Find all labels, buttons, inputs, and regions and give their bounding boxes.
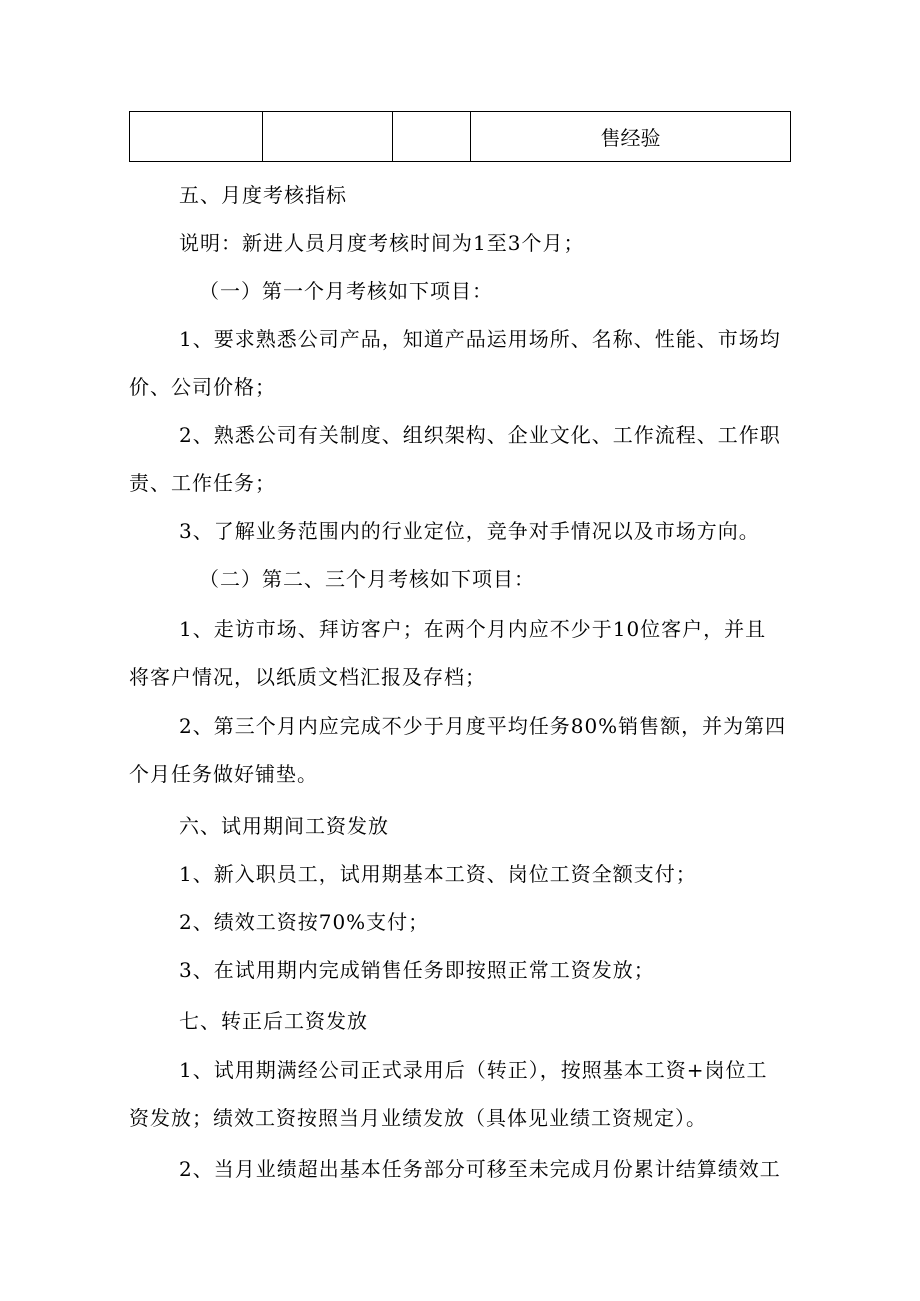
section-heading: 五、月度考核指标	[179, 183, 347, 207]
paragraph: 1、要求熟悉公司产品，知道产品运用场所、名称、性能、市场均	[179, 327, 781, 351]
paragraph: 1、试用期满经公司正式录用后（转正），按照基本工资+岗位工	[179, 1058, 768, 1082]
paragraph: 个月任务做好铺垫。	[129, 762, 318, 786]
table-row	[130, 112, 791, 162]
sub-heading: （一）第一个月考核如下项目：	[199, 279, 493, 303]
paragraph: 3、了解业务范围内的行业定位，竞争对手情况以及市场方向。	[179, 519, 760, 543]
paragraph: 1、新入职员工，试用期基本工资、岗位工资全额支付；	[179, 862, 697, 886]
table-cell	[393, 112, 471, 162]
section-heading: 七、转正后工资发放	[179, 1009, 368, 1033]
paragraph: 1、走访市场、拜访客户；在两个月内应不少于10位客户，并且	[179, 617, 767, 641]
paragraph: 3、在试用期内完成销售任务即按照正常工资发放；	[179, 958, 655, 982]
paragraph: 将客户情况，以纸质文档汇报及存档；	[129, 665, 486, 689]
table-cell: 售经验	[471, 112, 791, 162]
paragraph: 2、熟悉公司有关制度、组织架构、企业文化、工作流程、工作职	[179, 423, 781, 447]
table-cell	[130, 112, 263, 162]
paragraph: 2、当月业绩超出基本任务部分可移至未完成月份累计结算绩效工	[179, 1157, 781, 1181]
paragraph: 责、工作任务；	[129, 471, 276, 495]
sub-heading: （二）第二、三个月考核如下项目：	[199, 567, 535, 591]
paragraph: 资发放；绩效工资按照当月业绩发放（具体见业绩工资规定）。	[129, 1106, 707, 1130]
continuation-table	[129, 111, 791, 162]
section-heading: 六、试用期间工资发放	[179, 814, 389, 838]
paragraph: 2、第三个月内应完成不少于月度平均任务80%销售额，并为第四	[179, 714, 787, 738]
paragraph: 说明：新进人员月度考核时间为1至3个月；	[179, 231, 585, 255]
paragraph: 2、绩效工资按70%支付；	[179, 910, 430, 934]
paragraph: 价、公司价格；	[129, 375, 276, 399]
table-cell	[263, 112, 393, 162]
